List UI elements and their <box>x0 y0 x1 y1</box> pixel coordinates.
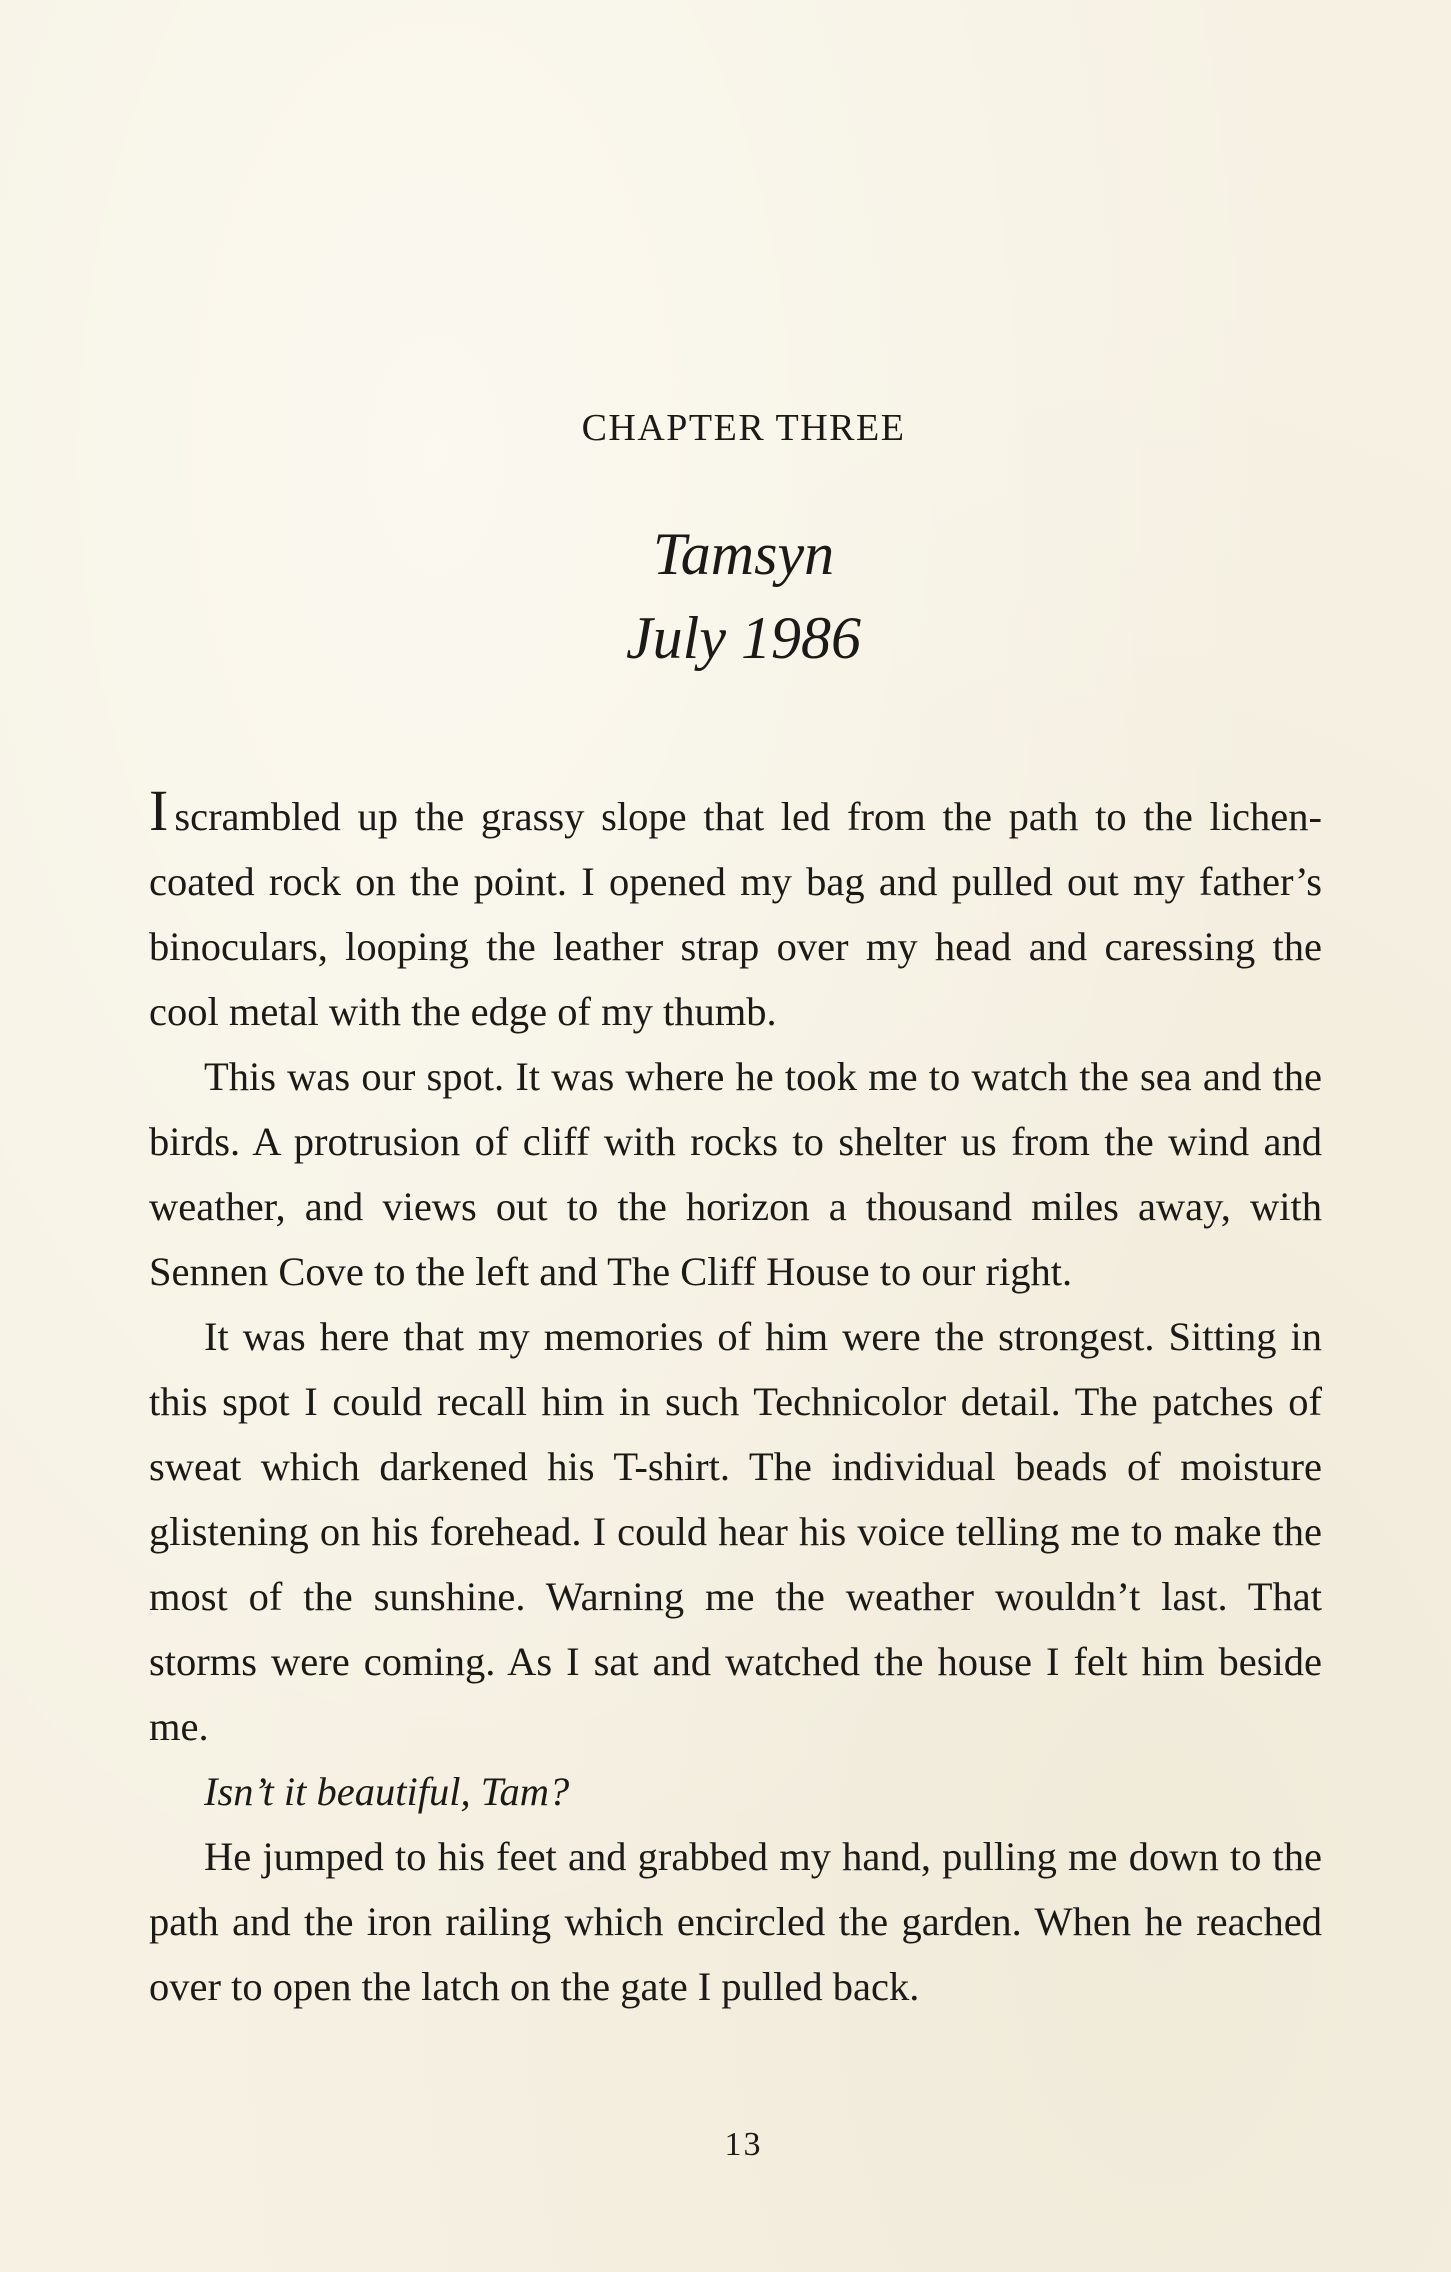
chapter-heading: CHAPTER THREE <box>581 407 906 449</box>
chapter-title: Tamsyn <box>652 521 835 587</box>
paragraph-1-text: scrambled up the grassy slope that led from the path to the lichen-coated rock on the point. I opened my bag and pulled out my father’s binoculars, looping the leather strap over my head and caressing the cool metal with the edge of my thumb. <box>149 794 1322 1034</box>
chapter-body <box>149 778 1322 2019</box>
paragraph-1 <box>149 778 1322 1044</box>
chapter-date: July 1986 <box>626 605 861 671</box>
paragraph-3: It was here that my memories of him were the strongest. Sitting in this spot I could recall him in such Technicolor detail. The patches of sweat which darkened his T-shirt. The individual beads of moisture glistening on his forehead. I could hear his voice telling me to make the most of the sunshine. Warning me the weather wouldn’t last. That storms were coming. As I sat and watched the house I felt him beside me. <box>149 1314 1322 1749</box>
page-number: 13 <box>724 2126 763 2163</box>
paragraph-2: This was our spot. It was where he took me to watch the sea and the birds. A protrusion of cliff with rocks to shelter us from the wind and weather, and views out to the horizon a thousand miles away, with Sennen Cove to the left and The Cliff House to our right. <box>149 1054 1322 1294</box>
paragraph-4-dialogue: Isn’t it beautiful, Tam? <box>204 1769 570 1814</box>
paragraph-5: He jumped to his feet and grabbed my hand, pulling me down to the path and the iron railing which encircled the garden. When he reached over to open the latch on the gate I pulled back. <box>149 1834 1322 2009</box>
drop-initial: I <box>149 778 169 843</box>
